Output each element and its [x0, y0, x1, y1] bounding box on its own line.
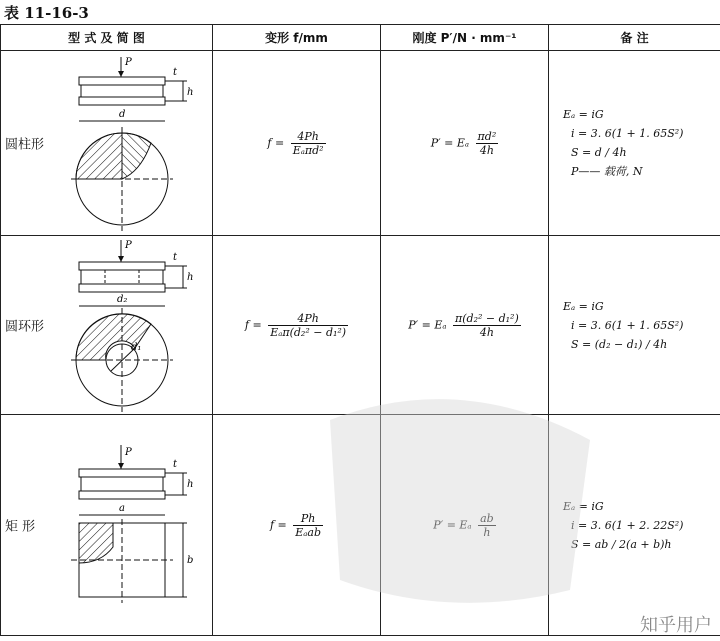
deform-cell [213, 51, 381, 236]
stiff-den: 4h [479, 143, 494, 157]
deform-lhs: f = [244, 318, 262, 331]
label-h: h [187, 479, 194, 490]
label-t: t [173, 67, 178, 78]
deform-den: Eₐπd² [292, 143, 324, 157]
note-line: Eₐ = iG [563, 299, 604, 313]
header-notes: 备 注 [549, 25, 720, 51]
table-title: 表 11-16-3 [4, 4, 89, 22]
header-type: 型 式 及 简 图 [1, 25, 213, 51]
shape-name: 矩 形 [5, 519, 36, 535]
label-h: h [187, 87, 194, 98]
label-p: P [125, 447, 132, 458]
stiff-den: 4h [479, 325, 494, 339]
label-h: h [187, 272, 194, 283]
table-row [1, 51, 720, 236]
annulus-figure [61, 236, 211, 414]
shape-name: 圆环形 [5, 319, 45, 335]
note-line: i = 3. 6(1 + 1. 65S²) [571, 127, 684, 140]
stiff-lhs: P′ = Eₐ [433, 518, 472, 531]
label-t: t [173, 459, 178, 470]
stiff-num: π(d₂² − d₁²) [455, 311, 519, 325]
stiff-lhs: P′ = Eₐ [430, 136, 470, 149]
label-b: b [187, 555, 194, 566]
deform-num: Ph [293, 512, 323, 526]
notes-cell [549, 51, 720, 236]
type-cell [1, 236, 213, 415]
stiff-lhs: P′ = Eₐ [408, 318, 447, 331]
header-stiffness: 刚度 P′/N · mm⁻¹ [381, 25, 549, 51]
stiff-num: ab [480, 511, 494, 525]
cylinder-figure [61, 51, 211, 235]
deform-lhs: f = [267, 136, 285, 149]
deform-den: Eₐab [295, 525, 322, 539]
watermark-text: 知乎用户 [640, 615, 712, 636]
note-line: S = d / 4h [571, 146, 627, 159]
label-d2: d₂ [117, 294, 128, 305]
note-line: Eₐ = iG [563, 499, 604, 513]
label-p: P [125, 240, 132, 251]
deform-num: 4Ph [291, 130, 326, 144]
note-line: S = (d₂ − d₁) / 4h [571, 337, 668, 351]
note-line: Eₐ = iG [563, 108, 604, 121]
stiff-num: πd² [477, 129, 497, 143]
deform-num: 4Ph [268, 312, 348, 326]
label-d: d [119, 109, 126, 120]
watermark-seal [310, 380, 610, 610]
note-line: i = 3. 6(1 + 2. 22S²) [571, 518, 684, 532]
deform-den: Eₐπ(d₂² − d₁²) [270, 325, 347, 339]
shape-name: 圆柱形 [5, 137, 45, 153]
type-cell [1, 51, 213, 236]
stiff-den: h [483, 525, 491, 539]
label-p: P [125, 57, 132, 68]
header-row [1, 25, 720, 51]
label-a: a [119, 503, 125, 514]
label-d1: d₁ [131, 342, 142, 353]
stiffness-cell [381, 51, 549, 236]
type-cell [1, 415, 213, 636]
note-line: S = ab / 2(a + b)h [571, 537, 672, 551]
deform-lhs: f = [269, 518, 287, 531]
label-t: t [173, 252, 178, 263]
note-line: i = 3. 6(1 + 1. 65S²) [571, 318, 684, 332]
rectangle-figure [61, 415, 211, 635]
note-line: P—— 载荷, N [571, 165, 643, 178]
header-deform: 变形 f/mm [213, 25, 381, 51]
